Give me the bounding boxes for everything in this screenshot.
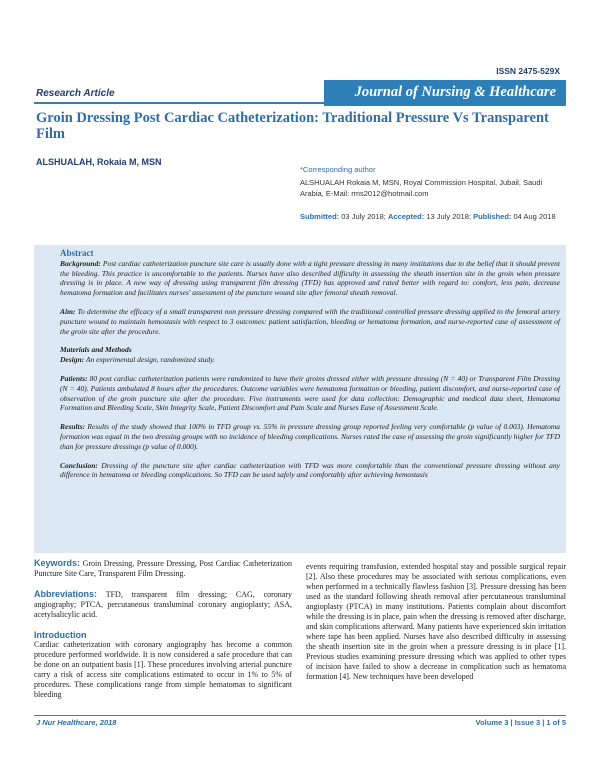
accepted-date: 13 July 2018; [426,212,471,221]
abstract-results [60,422,560,451]
submitted-date: 03 July 2018; [341,212,386,221]
keywords-label: Keywords: [34,558,81,568]
author-list: ALSHUALAH, Rokaia M, MSN [36,157,162,167]
design-text: An experimental design, randomized study. [85,355,216,365]
footer-divider [34,715,566,716]
abstract-conclusion [60,461,560,481]
issn-number: ISSN 2475-529X [496,66,560,76]
journal-name: Journal of Nursing & Healthcare [324,80,566,106]
background-label: Background: [60,258,101,268]
aim-text: To determine the efficacy of a small transparent non pressure dressing compared with the traditional controlled pressure dressing applied to the femoral artery puncture wound to maintain hemostasis with respect to 3 outcomes: patient satisfaction, bleeding or hematoma formation, and nurse-reported case of assessment of the groin site after the procedure. [60,306,561,336]
patients-label: Patients: [60,373,88,383]
published-date: 04 Aug 2018 [513,212,556,221]
submitted-label: Submitted: [300,212,340,221]
keywords [34,558,292,579]
published-label: Published: [473,212,512,221]
footer-citation: J Nur Healthcare, 2018 [36,718,117,727]
accepted-label: Accepted: [387,212,425,221]
results-label: Results: [60,422,86,432]
materials-methods-heading: Materials and Methods [60,345,132,355]
footer-page-info: Volume 3 | Issue 3 | 1 of 5 [475,718,566,727]
article-type-label: Research Article [36,88,115,99]
abstract-heading: Abstract [60,248,94,258]
paper-title: Groin Dressing Post Cardiac Catheterization: Traditional Pressure Vs Transparent Film [36,110,549,142]
abstract-background [60,259,560,298]
design-label: Design: [60,355,85,365]
background-text: Post cardiac catheterization puncture site care is usually done with a tight pressure dressing in many institutions due to the belief that it should prevent the bleeding. This practice is uncomfortable to the patients. Nurses have also described difficulty in assessing the sheath insertion site in the groin when pressure dressing is in place. A new way of dressing using transparent film dressing (TFD) has approved and rated better with regard to: comfort, less pain, decrease hematoma formation and facilitates nurses' assessment of the puncture wound site after femoral sheath removal. [60,258,560,298]
aim-label: Aim: [60,306,76,316]
abstract-box [34,245,566,553]
left-column [34,558,292,700]
results-text: Results of the study showed that 100% in TFD group vs. 55% in pressure dressing group reported feeling very comfortable (p value of 0.003). Hematoma formation was equal in the two dressing groups with no incidence of bleeding complications. Nurses rated the case of assessing the groin significantly higher for TFD than for pressure dressings (p value of 0.000). [60,422,561,451]
introduction-heading: Introduction [34,630,87,640]
conclusion-text: Dressing of the puncture site after cardiac catheterization with TFD was more comfortable than the conventional pressure dressing without any difference in hematoma or bleeding complications. So TFD can be used safely and comfortably after achieving hemostasis [60,460,560,480]
abstract-patients [60,374,560,413]
publication-dates [300,211,566,222]
header-divider [34,102,324,104]
conclusion-label: Conclusion: [60,460,98,470]
abbreviations-label: Abbreviations: [34,589,98,599]
introduction-text-right: events requiring transfusion, extended hospital stay and possible surgical repair [2]. Also these procedures may be associated with serious complications, even when performed in a technically flawless fashion [3]. Pressure dressing has been used as the standard following sheath removal after percutaneous transluminal angioplasty (PTCA) in many institutions. Patients complain about discomfort while the dressing is in place, pain when the dressing is removed after discharge, and skin complications afterward. Many patients have experienced skin irritation where tape has been applied. Nurses have also described difficulty in assessing the sheath insertion site in the groin when a pressure dressing is in place [1]. Previous studies examining pressure dressing which was applied to other types of incision have failed to show a decrease in complication such as hematoma formation [4]. New techniques have been developed [306,562,566,681]
corresponding-author-details: ALSHUALAH Rokaia M, MSN, Royal Commission Hospital, Jubail, Saudi Arabia, E-Mail: rms2012@hotmail.com [300,178,543,198]
abbreviations [34,589,292,620]
journal-header [34,80,566,104]
patients-text: 80 post cardiac catheterization patients were randomized to have their groins dressed either with pressure dressing (N = 40) or Transparent Film Dressing (N = 40). Patients ambulated 8 hours after the procedures. Outcome variables were hematoma formation or bleeding, patient discomfort, and nurse-reported case of observation of the groin puncture site after the procedure. Five instruments were used for data collection: Demographic and medical data sheet, Hematoma Formation and Bleeding Scale, Skin Integrity Scale, Patient Discomfort and Pain Scale and Nurses Ease of Assessment Scale. [60,373,560,413]
introduction-text-left: Cardiac catheterization with coronary angiography has become a common procedure performed worldwide. It is now considered a safe procedure that can be done on an outpatient basis [1]. These procedures involving arterial puncture carry a risk of access site complications estimated to occur in 1% to 5% of procedures. These complications range from simple hematomas to significant bleeding [34,640,292,699]
abbreviations-text: TFD, transparent film dressing; CAG, coronary angiography; PTCA, percutaneous transluminal coronary angioplasty; ASA, acetylsalicylic acid. [34,590,292,619]
keywords-text: Groin Dressing, Pressure Dressing, Post Cardiac Catheterization Puncture Site Care, Transparent Film Dressing. [34,559,292,578]
corresponding-author-block [300,164,566,222]
abstract-aim [60,307,560,336]
abstract-design [60,355,560,365]
corresponding-author-label: *Corresponding author [300,165,376,174]
